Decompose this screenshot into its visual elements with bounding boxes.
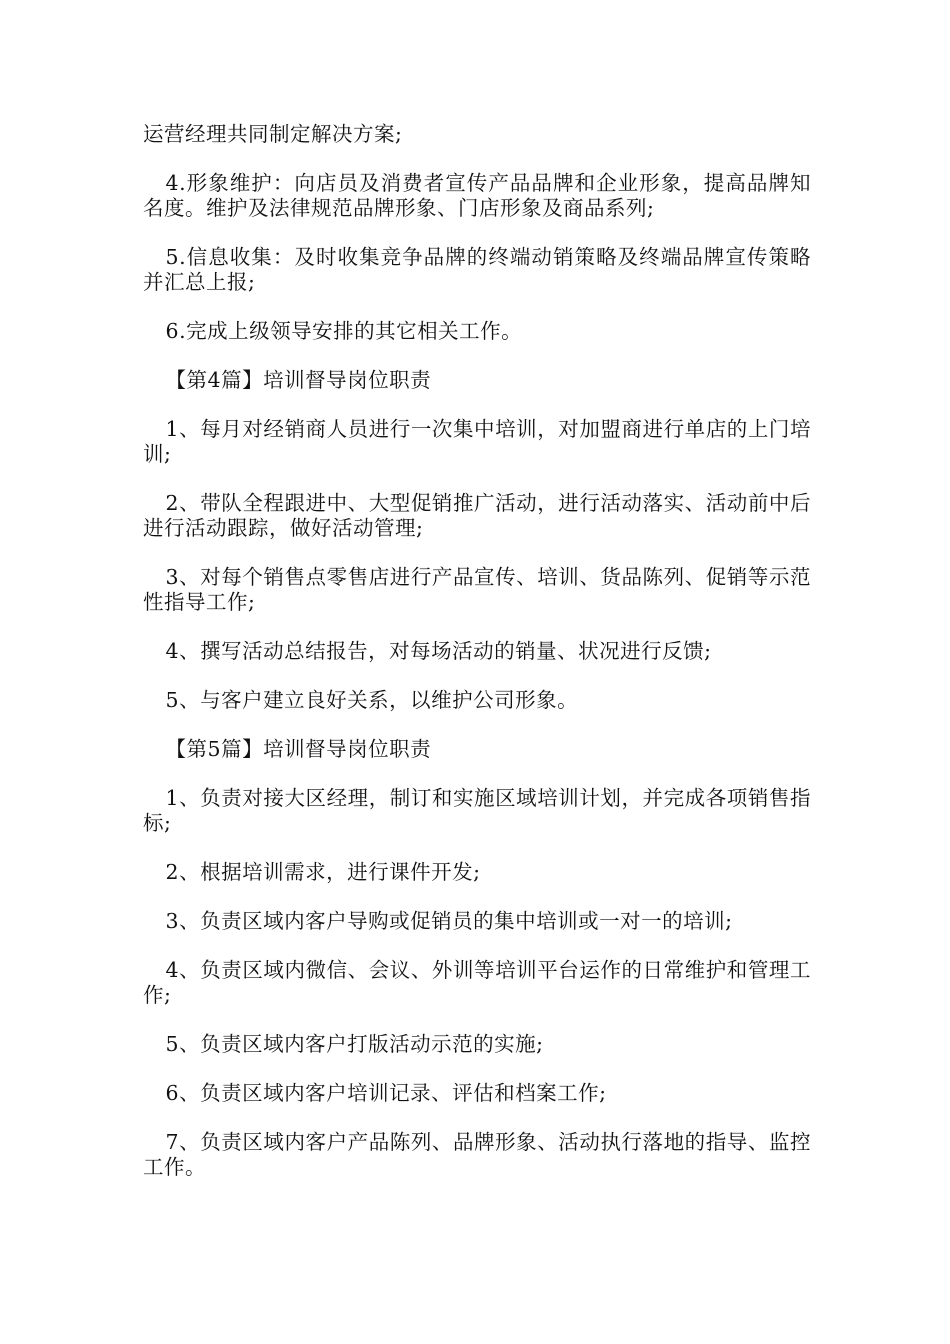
list-item-5-1: 1、负责对接大区经理，制订和实施区域培训计划，并完成各项销售指标; — [143, 786, 811, 835]
list-item-5-4: 4、负责区域内微信、会议、外训等培训平台运作的日常维护和管理工作; — [143, 958, 811, 1007]
list-item-5-2: 2、根据培训需求，进行课件开发; — [165, 860, 481, 884]
list-item-5-6: 6、负责区域内客户培训记录、评估和档案工作; — [165, 1081, 607, 1105]
document-page — [143, 122, 811, 1180]
section-heading-5: 【第5篇】培训督导岗位职责 — [165, 737, 432, 761]
paragraph-info-collection: 5.信息收集：及时收集竞争品牌的终端动销策略及终端品牌宣传策略并汇总上报; — [143, 245, 811, 294]
list-item-4-5: 5、与客户建立良好关系，以维护公司形象。 — [165, 688, 579, 712]
list-item-4-3: 3、对每个销售点零售店进行产品宣传、培训、货品陈列、促销等示范性指导工作; — [143, 565, 811, 614]
list-item-5-7: 7、负责区域内客户产品陈列、品牌形象、活动执行落地的指导、监控工作。 — [143, 1130, 811, 1179]
list-item-5-5: 5、负责区域内客户打版活动示范的实施; — [165, 1032, 544, 1056]
list-item-4-1: 1、每月对经销商人员进行一次集中培训，对加盟商进行单店的上门培训; — [143, 417, 811, 466]
section-heading-4: 【第4篇】培训督导岗位职责 — [165, 368, 432, 392]
list-item-4-4: 4、撰写活动总结报告，对每场活动的销量、状况进行反馈; — [165, 639, 712, 663]
list-item-4-2: 2、带队全程跟进中、大型促销推广活动，进行活动落实、活动前中后进行活动跟踪，做好活动管理; — [143, 491, 811, 540]
list-item-5-3: 3、负责区域内客户导购或促销员的集中培训或一对一的培训; — [165, 909, 733, 933]
paragraph-other-tasks: 6.完成上级领导安排的其它相关工作。 — [165, 319, 523, 343]
paragraph-continuation: 运营经理共同制定解决方案; — [143, 122, 403, 146]
paragraph-image-maintenance: 4.形象维护：向店员及消费者宣传产品品牌和企业形象，提高品牌知名度。维护及法律规范品牌形象、门店形象及商品系列; — [143, 171, 811, 220]
